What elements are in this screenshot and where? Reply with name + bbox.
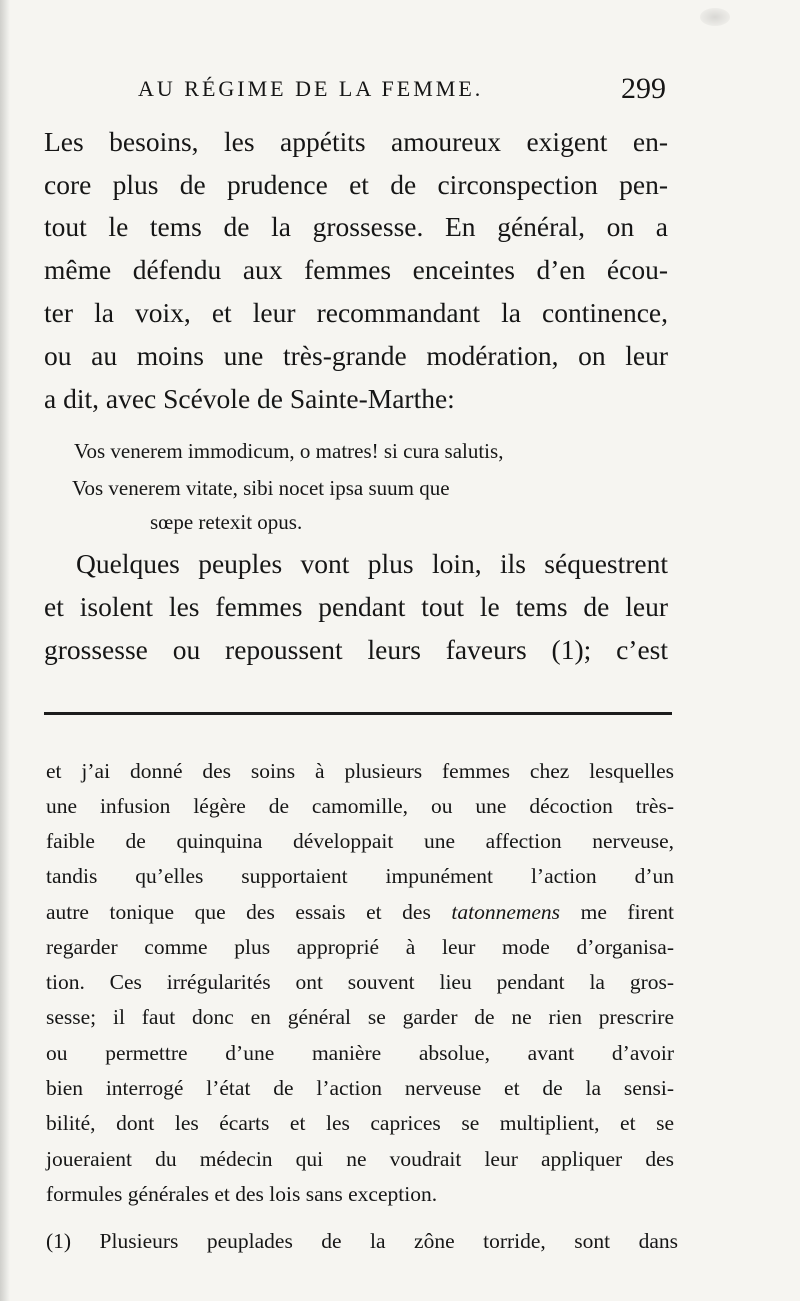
running-head-title: AU RÉGIME DE LA FEMME. [138, 76, 484, 101]
text-line: Les besoins, les appétits amoureux exigent en- [44, 126, 668, 157]
running-head [138, 72, 678, 112]
footnote-line: (1) Plusieurs peuplades de la zône torride, sont dans [46, 1229, 678, 1253]
ink-smudge [700, 8, 730, 26]
footnote-line: faible de quinquina développait une affection nerveuse, [46, 829, 674, 853]
footnote-line: regarder comme plus approprié à leur mode d’organisa- [46, 935, 674, 959]
page-number: 299 [621, 72, 666, 105]
footnote-text: autre tonique que des essais et des [46, 900, 452, 924]
footnote-line: formules générales et des lois sans exception. [46, 1182, 438, 1206]
verse-line: sœpe retexit opus. [150, 510, 303, 534]
footnote-line: tion. Ces irrégularités ont souvent lieu pendant la gros- [46, 970, 674, 994]
footnote-line [46, 896, 674, 929]
footnote-line: tandis qu’elles supportaient impunément l’action d’un [46, 864, 674, 888]
text-line: Quelques peuples vont plus loin, ils séquestrent [76, 548, 668, 579]
verse-line: Vos venerem immodicum, o matres! si cura salutis, [74, 439, 504, 463]
footnote-line: une infusion légère de camomille, ou une décoction très- [46, 794, 674, 818]
text-line: ou au moins une très-grande modération, on leur [44, 340, 668, 371]
footnote-line: bilité, dont les écarts et les caprices se multiplient, et se [46, 1111, 674, 1135]
footnote-line: et j’ai donné des soins à plusieurs femmes chez lesquelles [46, 759, 674, 783]
page-edge-shadow [0, 0, 10, 1301]
footnote-line: bien interrogé l’état de l’action nerveuse et de la sensi- [46, 1076, 674, 1100]
footnote-line: ou permettre d’une manière absolue, avant d’avoir [46, 1041, 674, 1065]
footnote-text: me firent [560, 900, 674, 924]
footnote-rule [44, 712, 672, 715]
text-line: a dit, avec Scévole de Sainte-Marthe: [44, 383, 455, 414]
verse-line: Vos venerem vitate, sibi nocet ipsa suum que [72, 476, 450, 500]
footnote-italic-word: tatonnemens [451, 900, 561, 924]
text-line: ter la voix, et leur recommandant la continence, [44, 297, 668, 328]
text-line: grossesse ou repoussent leurs faveurs (1); c’est [44, 634, 668, 665]
footnote-line: joueraient du médecin qui ne voudrait leur appliquer des [46, 1147, 674, 1171]
text-line: tout le tems de la grossesse. En général, on a [44, 211, 668, 242]
text-line: et isolent les femmes pendant tout le tems de leur [44, 591, 668, 622]
text-line: core plus de prudence et de circonspection pen- [44, 169, 668, 200]
footnote-line: sesse; il faut donc en général se garder de ne rien prescrire [46, 1005, 674, 1029]
text-line: même défendu aux femmes enceintes d’en écou- [44, 254, 668, 285]
